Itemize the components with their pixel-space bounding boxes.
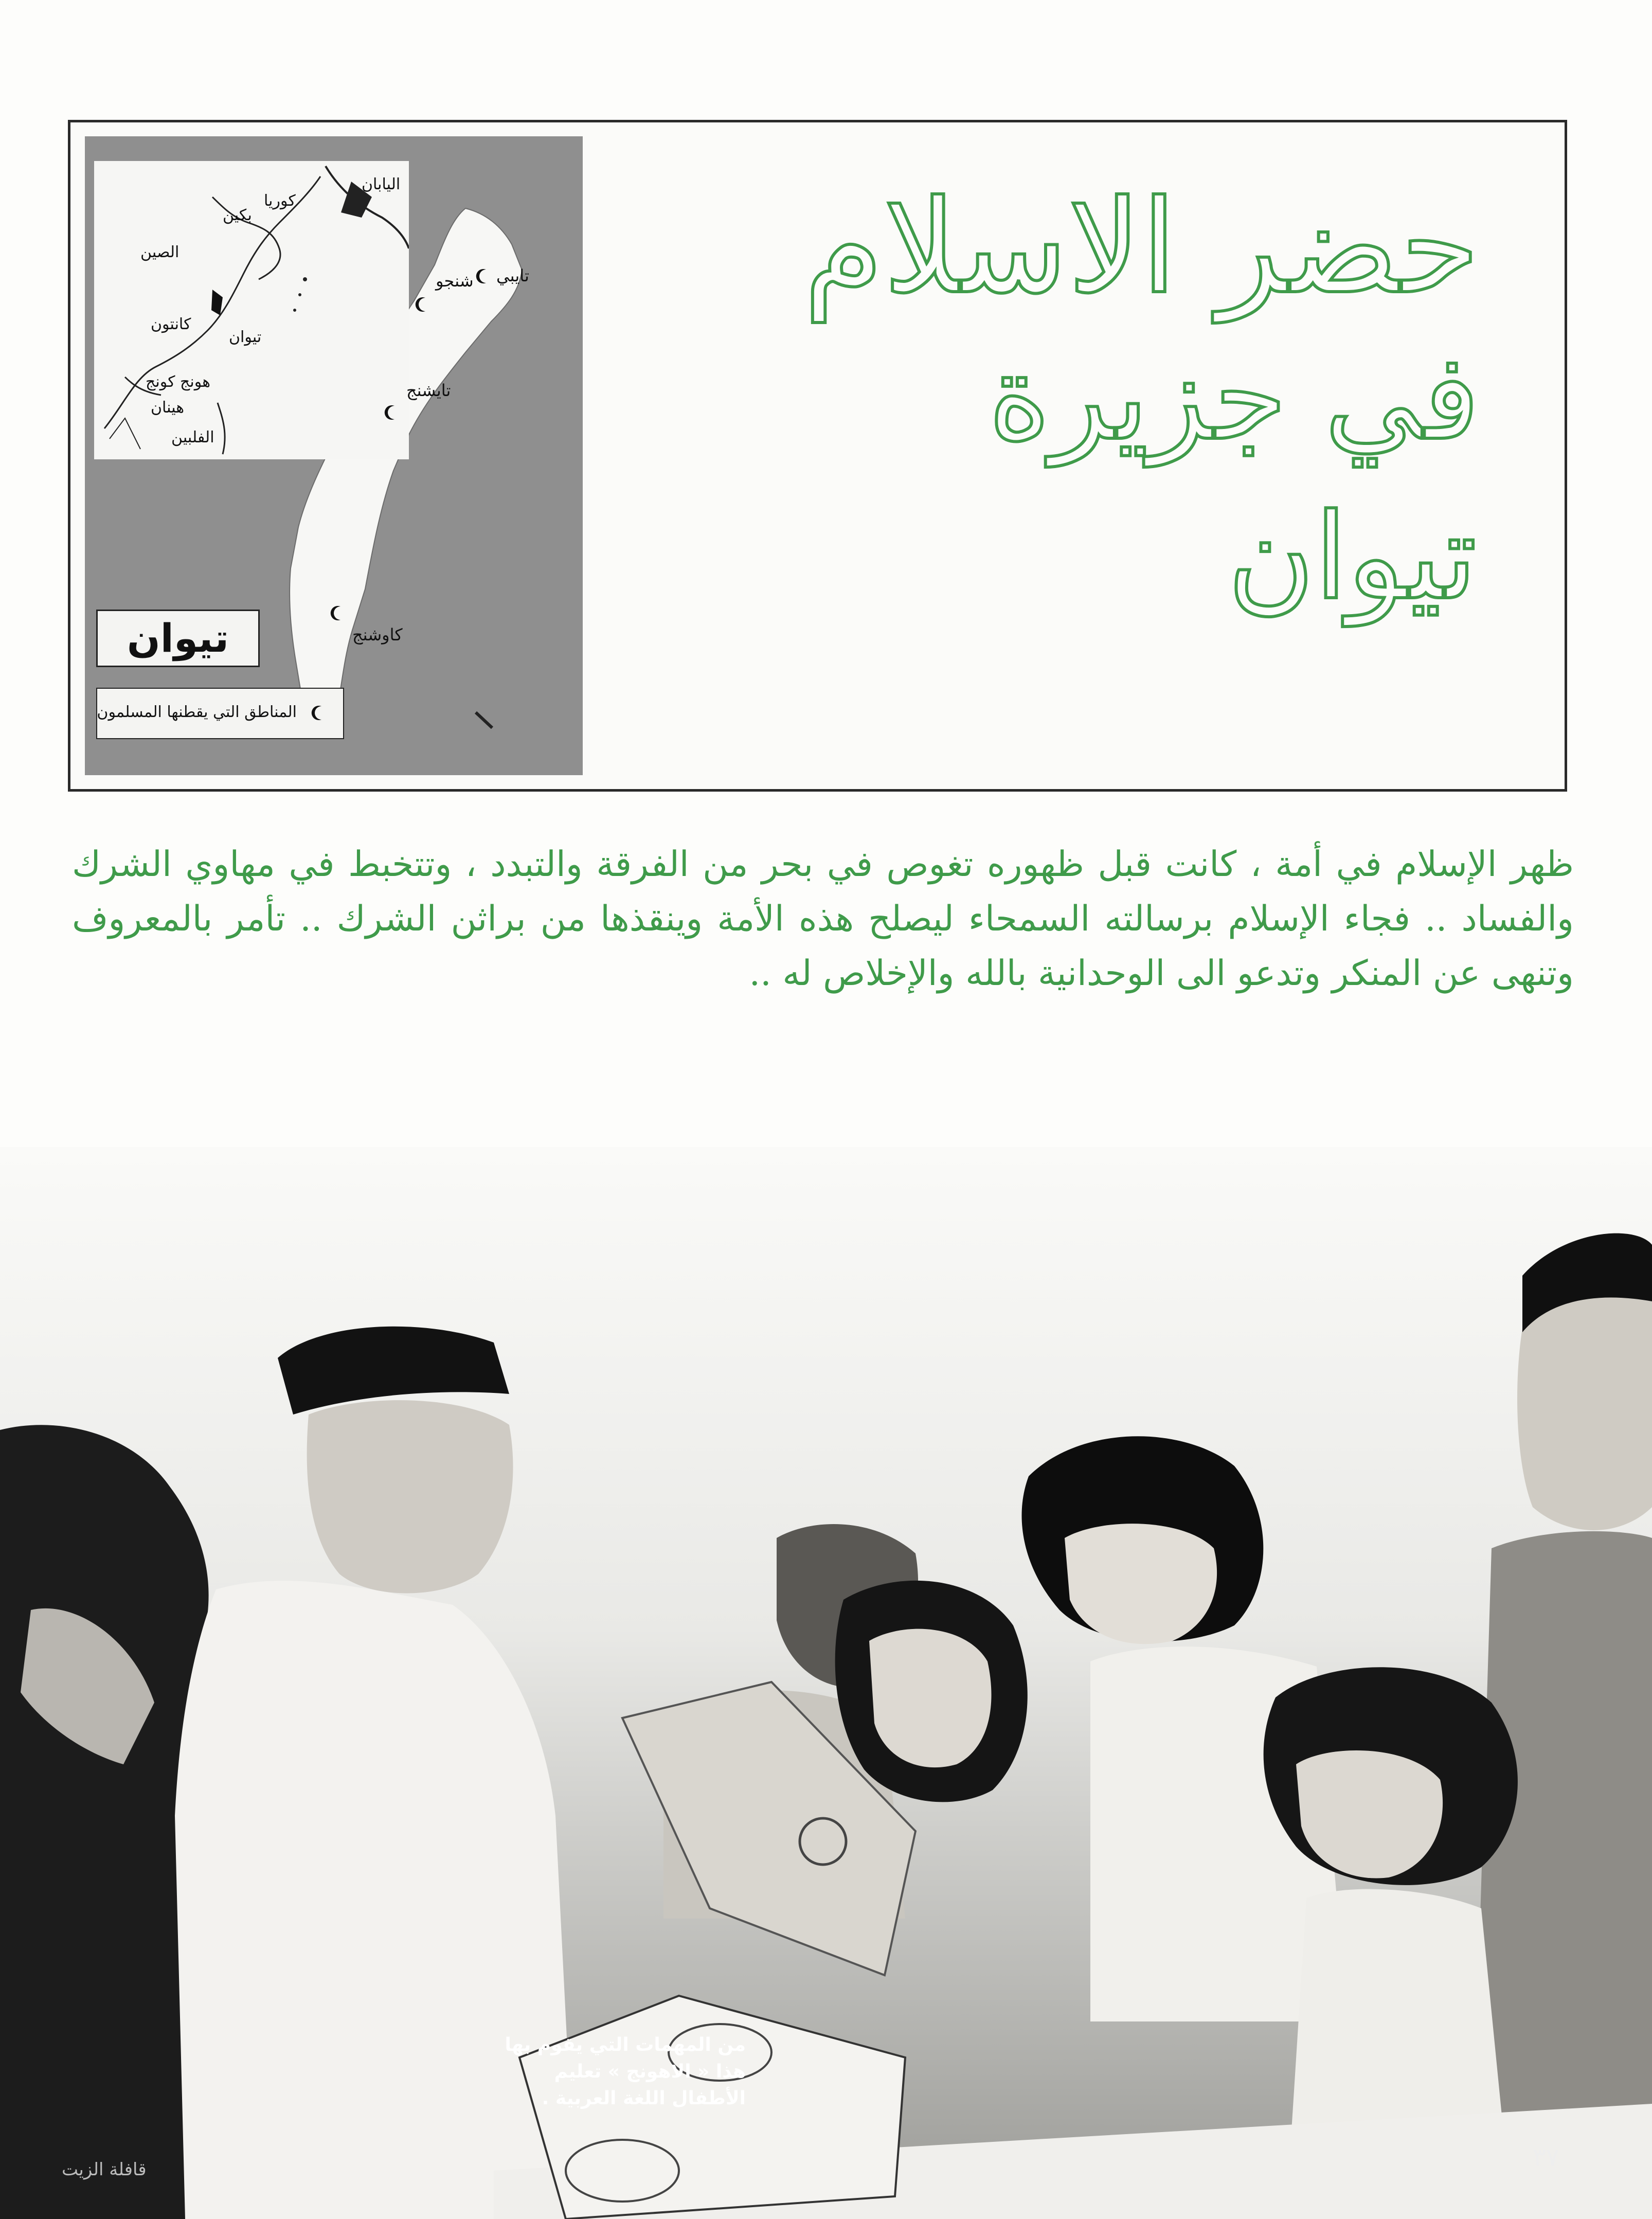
coastline-drawing xyxy=(94,161,409,459)
city-taichung: تايشنج xyxy=(406,381,451,400)
label-korea: كوريا xyxy=(264,192,296,210)
label-hongkong: هونج كونج xyxy=(146,373,211,391)
crescent-icon xyxy=(475,267,492,285)
label-china: الصين xyxy=(140,243,179,261)
crescent-icon xyxy=(310,704,328,722)
city-kaohsiung: كاوشنج xyxy=(352,625,403,645)
label-philippines: الفلبين xyxy=(171,428,214,446)
title-line-3: تيوان xyxy=(1227,489,1477,626)
map-title-box xyxy=(96,610,260,667)
photo-illustration xyxy=(0,1147,1652,2219)
label-canton: كانتون xyxy=(151,315,191,333)
title-line-2: في جزيرة xyxy=(988,329,1480,467)
map-title: تيوان xyxy=(127,615,229,661)
crescent-icon xyxy=(383,404,401,421)
title-line-1: حضر الاسلام xyxy=(803,172,1480,322)
map-legend xyxy=(96,688,344,739)
intro-paragraph: ظهر الإسلام في أمة ، كانت قبل ظهوره تغوص في بحر من الفرقة والتبدد ، وتتخبط في مهاوي الشرك والفساد .. فجاء الإسلام برسالته السمحاء ليصلح هذه الأمة وينقذها من براثن الشرك .. تأمر بالمعروف وتنهى عن المنكر وتدعو الى الوحدانية بالله والإخلاص له .. xyxy=(72,844,1574,994)
inset-region-map xyxy=(94,161,409,459)
label-beijing: بكين xyxy=(223,206,252,224)
classroom-photo xyxy=(0,1147,1652,2219)
crescent-icon xyxy=(414,296,432,313)
label-japan: اليابان xyxy=(362,175,401,193)
crescent-icon xyxy=(329,604,347,622)
city-hsinchu: شنجو xyxy=(436,271,474,291)
magazine-name: قافلة الزيت xyxy=(62,2159,147,2180)
legend-text: المناطق التي يقطنها المسلمون xyxy=(97,703,297,721)
page-number: ٣٧ xyxy=(1533,2143,1559,2172)
label-taiwan-inset: تيوان xyxy=(229,328,262,346)
city-taipei: تايبي xyxy=(496,266,529,285)
label-hainan: هينان xyxy=(151,399,185,417)
photo-caption: من المهمات التي يقوم بها هذا « الاهونج » تعليم الأطفال اللغة العربية . xyxy=(505,2034,746,2109)
taiwan-map xyxy=(85,136,583,775)
